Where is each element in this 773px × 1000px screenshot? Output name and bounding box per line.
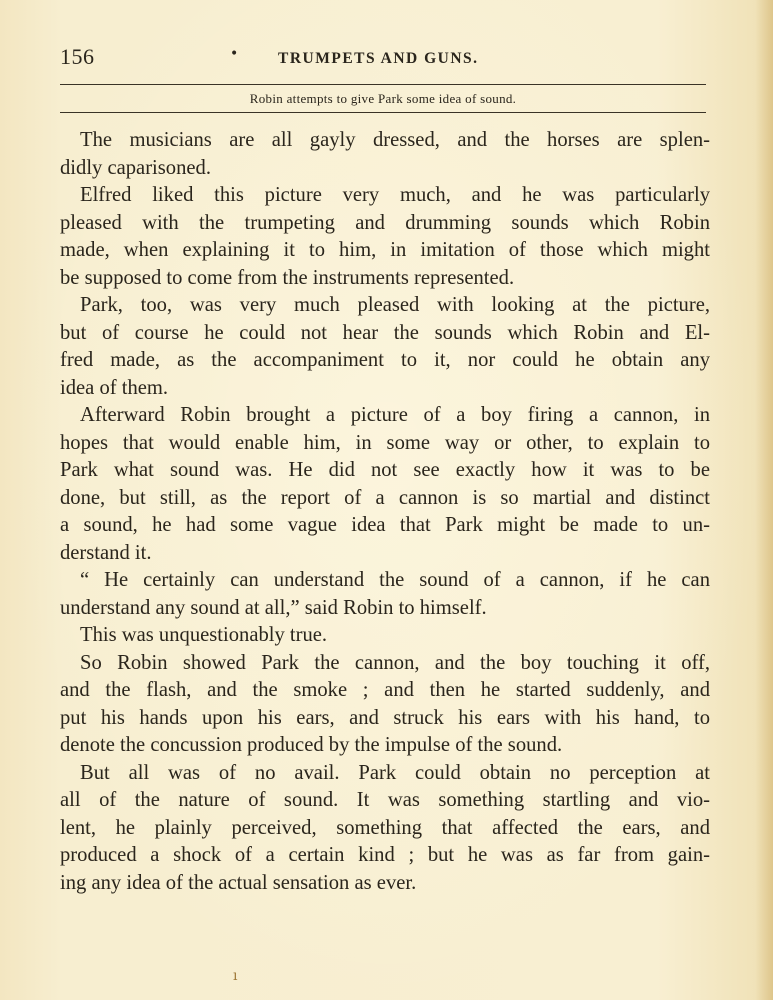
paragraph xyxy=(60,402,710,567)
text-line: a sound, he had some vague idea that Park might be made to un- xyxy=(60,514,710,536)
text-line: but of course he could not hear the sounds which Robin and El- xyxy=(60,321,710,344)
header-rule-top xyxy=(60,84,706,85)
text-line: hopes that would enable him, in some way or other, to explain to xyxy=(60,431,710,454)
header-dot-mark: • xyxy=(230,46,239,62)
text-line: put his hands upon his ears, and struck his ears with his hand, to xyxy=(60,706,710,729)
text-line: derstand it. xyxy=(60,541,152,564)
text-line: Park, too, was very much pleased with looking at the picture, xyxy=(80,294,710,316)
running-head: TRUMPETS AND GUNS. xyxy=(278,50,479,67)
text-line: lent, he plainly perceived, something that affected the ears, and xyxy=(60,816,710,839)
paragraph xyxy=(60,650,710,760)
text-line: The musicians are all gayly dressed, and the horses are splen- xyxy=(80,129,710,151)
body-text xyxy=(60,127,710,897)
text-line: didly caparisoned. xyxy=(60,156,211,179)
paragraph xyxy=(60,760,710,898)
text-line: Afterward Robin brought a picture of a boy firing a cannon, in xyxy=(80,404,710,426)
text-line: Park what sound was. He did not see exactly how it was to be xyxy=(60,459,710,481)
stray-ink-mark: ı xyxy=(233,968,238,984)
page-header xyxy=(60,44,706,74)
page-number: 156 xyxy=(60,44,95,69)
paragraph xyxy=(60,292,710,402)
text-line: produced a shock of a certain kind ; but he was as far from gain- xyxy=(60,844,710,866)
text-line: fred made, as the accompaniment to it, nor could he obtain any xyxy=(60,349,710,371)
text-line: This was unquestionably true. xyxy=(80,624,328,646)
text-line: made, when explaining it to him, in imitation of those which might xyxy=(60,239,710,261)
paragraph xyxy=(60,127,710,182)
header-rule-bottom xyxy=(60,112,706,113)
page-edge-shadow xyxy=(755,0,773,1000)
text-line: Elfred liked this picture very much, and he was particularly xyxy=(80,184,710,206)
text-line: understand any sound at all,” said Robin to himself. xyxy=(60,596,487,619)
paragraph xyxy=(60,622,710,650)
paragraph xyxy=(60,567,710,622)
text-line: be supposed to come from the instruments represented. xyxy=(60,266,515,289)
text-line: ing any idea of the actual sensation as ever. xyxy=(60,871,417,894)
text-line: and the flash, and the smoke ; and then he started suddenly, and xyxy=(60,679,710,701)
text-line: So Robin showed Park the cannon, and the boy touching it off, xyxy=(80,651,710,674)
section-subheading: Robin attempts to give Park some idea of sound. xyxy=(249,91,517,106)
text-line: But all was of no avail. Park could obtain no perception at xyxy=(80,761,710,784)
paragraph xyxy=(60,182,710,292)
text-line: all of the nature of sound. It was something startling and vio- xyxy=(60,789,710,811)
text-line: denote the concussion produced by the impulse of the sound. xyxy=(60,734,563,756)
text-line: idea of them. xyxy=(60,376,169,399)
text-line: done, but still, as the report of a cannon is so martial and distinct xyxy=(60,486,710,509)
text-line: “ He certainly can understand the sound of a cannon, if he can xyxy=(80,569,710,591)
text-line: pleased with the trumpeting and drumming sounds which Robin xyxy=(60,211,710,234)
